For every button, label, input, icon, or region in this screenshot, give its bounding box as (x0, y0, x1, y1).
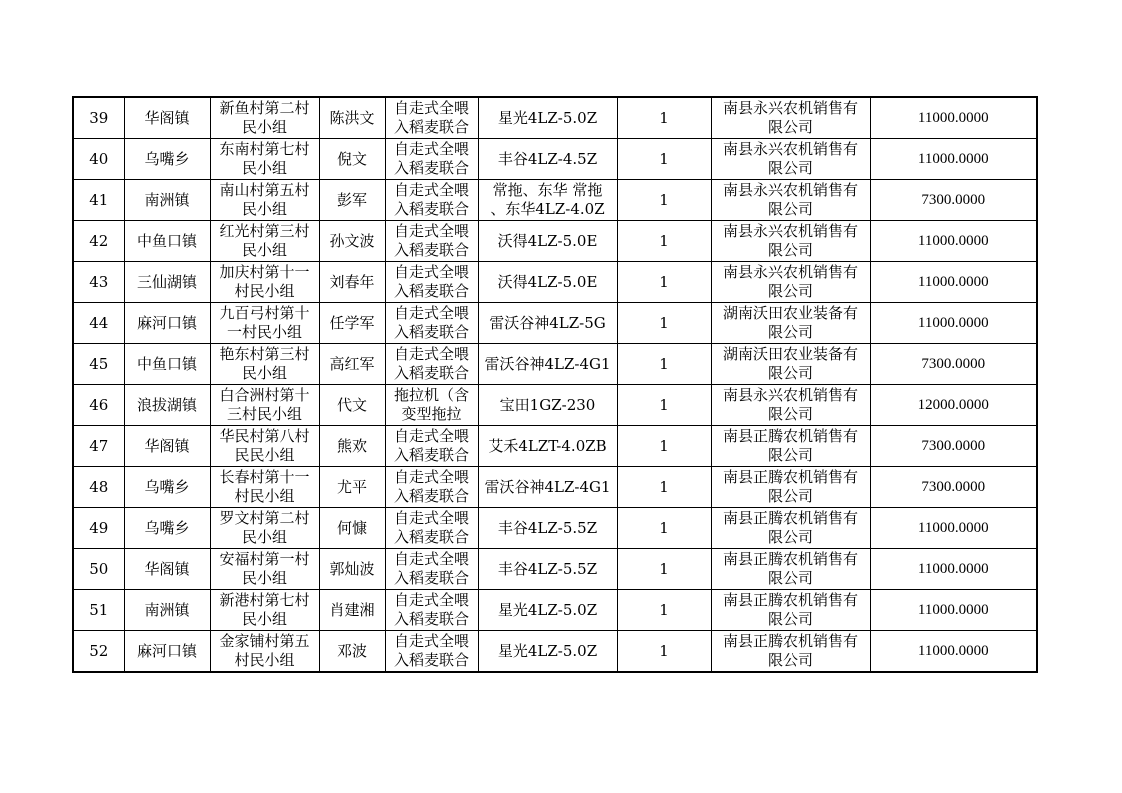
subsidy-amount-cell: 11000.0000 (870, 139, 1037, 180)
quantity-cell: 1 (617, 262, 711, 303)
row-number-cell: 50 (73, 549, 124, 590)
dealer-line: 限公司 (767, 528, 813, 546)
quantity-cell: 1 (617, 631, 711, 673)
machine-type-cell (385, 590, 478, 631)
town-cell: 乌嘴乡 (124, 139, 210, 180)
subsidy-amount-cell: 7300.0000 (870, 344, 1037, 385)
dealer-line: 湖南沃田农业装备有 (722, 345, 858, 363)
machine-model-cell (478, 180, 617, 221)
town-cell: 中鱼口镇 (124, 344, 210, 385)
machine-type-line: 自走式全喂 (393, 263, 469, 281)
subsidy-amount-cell: 11000.0000 (870, 508, 1037, 549)
machine-type-line: 入稻麦联合 (393, 487, 469, 505)
buyer-name-cell: 熊欢 (319, 426, 385, 467)
village-group-line: 东南村第七村 (219, 140, 310, 158)
quantity-cell: 1 (617, 549, 711, 590)
table-row (73, 97, 1037, 139)
town-cell: 南洲镇 (124, 180, 210, 221)
subsidy-amount-cell: 7300.0000 (870, 426, 1037, 467)
dealer-line: 南县正腾农机销售有 (722, 632, 858, 650)
village-group-line: 艳东村第三村 (219, 345, 310, 363)
village-group-line: 加庆村第十一 (219, 263, 310, 281)
village-group-cell (210, 426, 319, 467)
village-group-cell (210, 262, 319, 303)
table-row (73, 590, 1037, 631)
village-group-cell (210, 139, 319, 180)
machine-model-line: 雷沃谷神4LZ-4G1 (484, 477, 611, 496)
row-number-cell: 41 (73, 180, 124, 221)
row-number-cell: 49 (73, 508, 124, 549)
row-number-cell: 43 (73, 262, 124, 303)
row-number-cell: 44 (73, 303, 124, 344)
machine-type-line: 自走式全喂 (393, 591, 469, 609)
village-group-cell (210, 467, 319, 508)
machine-type-cell (385, 344, 478, 385)
subsidy-amount-cell: 11000.0000 (870, 590, 1037, 631)
village-group-cell (210, 508, 319, 549)
town-cell: 乌嘴乡 (124, 508, 210, 549)
machine-type-cell (385, 262, 478, 303)
row-number-cell: 51 (73, 590, 124, 631)
dealer-line: 限公司 (767, 200, 813, 218)
machine-type-line: 入稻麦联合 (393, 118, 469, 136)
village-group-line: 民民小组 (234, 446, 295, 464)
village-group-line: 村民小组 (234, 282, 295, 300)
village-group-cell (210, 590, 319, 631)
machine-model-line: 、东华4LZ-4.0Z (490, 200, 605, 218)
dealer-line: 限公司 (767, 569, 813, 587)
dealer-line: 南县正腾农机销售有 (722, 591, 858, 609)
subsidy-amount-cell: 11000.0000 (870, 97, 1037, 139)
machine-type-line: 入稻麦联合 (393, 446, 469, 464)
buyer-name-cell: 高红军 (319, 344, 385, 385)
table-row (73, 549, 1037, 590)
row-number-cell: 46 (73, 385, 124, 426)
village-group-line: 民小组 (241, 610, 287, 628)
town-cell: 三仙湖镇 (124, 262, 210, 303)
dealer-line: 南县永兴农机销售有 (722, 386, 858, 404)
village-group-line: 民小组 (241, 569, 287, 587)
quantity-cell: 1 (617, 180, 711, 221)
buyer-name-cell: 彭军 (319, 180, 385, 221)
row-number-cell: 45 (73, 344, 124, 385)
dealer-cell (711, 221, 870, 262)
buyer-name-cell: 代文 (319, 385, 385, 426)
dealer-line: 限公司 (767, 323, 813, 341)
quantity-cell: 1 (617, 385, 711, 426)
machine-type-cell (385, 467, 478, 508)
village-group-line: 一村民小组 (226, 323, 302, 341)
buyer-name-cell: 陈洪文 (319, 97, 385, 139)
buyer-name-cell: 何慷 (319, 508, 385, 549)
village-group-line: 村民小组 (234, 487, 295, 505)
dealer-cell (711, 549, 870, 590)
village-group-line: 新鱼村第二村 (219, 99, 310, 117)
village-group-cell (210, 180, 319, 221)
dealer-line: 南县正腾农机销售有 (722, 468, 858, 486)
village-group-line: 新港村第七村 (219, 591, 310, 609)
buyer-name-cell: 任学军 (319, 303, 385, 344)
town-cell: 麻河口镇 (124, 303, 210, 344)
village-group-line: 安福村第一村 (219, 550, 310, 568)
machine-type-line: 自走式全喂 (393, 304, 469, 322)
village-group-line: 村民小组 (234, 651, 295, 669)
machine-model-line: 星光4LZ-5.0Z (497, 108, 598, 127)
town-cell: 麻河口镇 (124, 631, 210, 673)
row-number-cell: 48 (73, 467, 124, 508)
quantity-cell: 1 (617, 508, 711, 549)
dealer-line: 限公司 (767, 405, 813, 423)
machine-type-line: 入稻麦联合 (393, 528, 469, 546)
machine-model-cell (478, 590, 617, 631)
village-group-cell (210, 221, 319, 262)
machine-type-line: 自走式全喂 (393, 550, 469, 568)
buyer-name-cell: 郭灿波 (319, 549, 385, 590)
machine-type-cell (385, 139, 478, 180)
dealer-cell (711, 467, 870, 508)
dealer-line: 限公司 (767, 364, 813, 382)
machine-model-line: 常拖、东华 常拖 (492, 181, 603, 199)
dealer-line: 限公司 (767, 282, 813, 300)
dealer-cell (711, 139, 870, 180)
quantity-cell: 1 (617, 344, 711, 385)
town-cell: 乌嘴乡 (124, 467, 210, 508)
machine-model-line: 艾禾4LZT-4.0ZB (488, 436, 607, 455)
machine-type-line: 入稻麦联合 (393, 200, 469, 218)
village-group-line: 金家铺村第五 (219, 632, 310, 650)
machine-type-line: 自走式全喂 (393, 468, 469, 486)
town-cell: 南洲镇 (124, 590, 210, 631)
village-group-line: 民小组 (241, 200, 287, 218)
machine-model-cell (478, 139, 617, 180)
machine-model-cell (478, 385, 617, 426)
quantity-cell: 1 (617, 221, 711, 262)
village-group-line: 南山村第五村 (219, 181, 310, 199)
subsidy-amount-cell: 11000.0000 (870, 303, 1037, 344)
machine-type-line: 自走式全喂 (393, 99, 469, 117)
table-row (73, 467, 1037, 508)
machine-type-line: 入稻麦联合 (393, 241, 469, 259)
machine-type-cell (385, 97, 478, 139)
village-group-line: 民小组 (241, 241, 287, 259)
dealer-line: 南县永兴农机销售有 (722, 99, 858, 117)
machine-model-line: 丰谷4LZ-5.5Z (497, 559, 598, 578)
subsidy-amount-cell: 11000.0000 (870, 549, 1037, 590)
village-group-cell (210, 631, 319, 673)
machine-model-line: 宝田1GZ-230 (499, 395, 596, 414)
row-number-cell: 40 (73, 139, 124, 180)
machine-model-cell (478, 221, 617, 262)
machine-type-cell (385, 385, 478, 426)
dealer-cell (711, 508, 870, 549)
machine-type-line: 入稻麦联合 (393, 569, 469, 587)
dealer-line: 限公司 (767, 651, 813, 669)
dealer-line: 南县永兴农机销售有 (722, 181, 858, 199)
dealer-cell (711, 303, 870, 344)
dealer-line: 南县永兴农机销售有 (722, 140, 858, 158)
machine-model-cell (478, 97, 617, 139)
machine-model-line: 沃得4LZ-5.0E (497, 272, 598, 291)
village-group-cell (210, 344, 319, 385)
dealer-line: 限公司 (767, 487, 813, 505)
dealer-line: 南县永兴农机销售有 (722, 263, 858, 281)
village-group-line: 华民村第八村 (219, 427, 310, 445)
dealer-cell (711, 385, 870, 426)
village-group-line: 民小组 (241, 118, 287, 136)
machine-type-line: 自走式全喂 (393, 222, 469, 240)
village-group-line: 民小组 (241, 159, 287, 177)
dealer-cell (711, 344, 870, 385)
machine-model-cell (478, 467, 617, 508)
machine-type-line: 拖拉机（含 (393, 386, 469, 404)
dealer-line: 限公司 (767, 118, 813, 136)
table-row (73, 426, 1037, 467)
machine-type-cell (385, 549, 478, 590)
machine-type-line: 自走式全喂 (393, 427, 469, 445)
subsidy-amount-cell: 7300.0000 (870, 467, 1037, 508)
village-group-cell (210, 303, 319, 344)
buyer-name-cell: 邓波 (319, 631, 385, 673)
quantity-cell: 1 (617, 139, 711, 180)
buyer-name-cell: 倪文 (319, 139, 385, 180)
machine-type-line: 入稻麦联合 (393, 282, 469, 300)
town-cell: 华阁镇 (124, 426, 210, 467)
subsidy-amount-cell: 7300.0000 (870, 180, 1037, 221)
dealer-line: 限公司 (767, 446, 813, 464)
buyer-name-cell: 孙文波 (319, 221, 385, 262)
dealer-cell (711, 180, 870, 221)
machine-type-line: 入稻麦联合 (393, 159, 469, 177)
dealer-cell (711, 97, 870, 139)
dealer-line: 限公司 (767, 241, 813, 259)
village-group-line: 白合洲村第十 (219, 386, 310, 404)
machine-type-line: 自走式全喂 (393, 181, 469, 199)
dealer-line: 南县正腾农机销售有 (722, 550, 858, 568)
row-number-cell: 42 (73, 221, 124, 262)
row-number-cell: 39 (73, 97, 124, 139)
dealer-line: 限公司 (767, 159, 813, 177)
machine-type-cell (385, 631, 478, 673)
machine-model-cell (478, 508, 617, 549)
buyer-name-cell: 肖建湘 (319, 590, 385, 631)
table-row (73, 262, 1037, 303)
buyer-name-cell: 刘春年 (319, 262, 385, 303)
town-cell: 华阁镇 (124, 549, 210, 590)
quantity-cell: 1 (617, 97, 711, 139)
machine-model-cell (478, 631, 617, 673)
table-row (73, 385, 1037, 426)
machine-model-cell (478, 549, 617, 590)
subsidy-table (72, 96, 1038, 673)
dealer-cell (711, 426, 870, 467)
machine-type-line: 自走式全喂 (393, 140, 469, 158)
village-group-cell (210, 385, 319, 426)
quantity-cell: 1 (617, 467, 711, 508)
subsidy-amount-cell: 12000.0000 (870, 385, 1037, 426)
table-row (73, 344, 1037, 385)
machine-type-line: 入稻麦联合 (393, 364, 469, 382)
machine-type-cell (385, 221, 478, 262)
dealer-cell (711, 262, 870, 303)
machine-model-line: 丰谷4LZ-5.5Z (497, 518, 598, 537)
dealer-cell (711, 631, 870, 673)
table-row (73, 508, 1037, 549)
machine-model-line: 星光4LZ-5.0Z (497, 641, 598, 660)
machine-type-line: 变型拖拉 (401, 405, 462, 423)
village-group-line: 九百弓村第十 (219, 304, 310, 322)
machine-model-cell (478, 426, 617, 467)
machine-model-cell (478, 262, 617, 303)
quantity-cell: 1 (617, 590, 711, 631)
machine-type-line: 自走式全喂 (393, 632, 469, 650)
subsidy-amount-cell: 11000.0000 (870, 262, 1037, 303)
machine-model-line: 丰谷4LZ-4.5Z (497, 149, 598, 168)
dealer-line: 南县正腾农机销售有 (722, 509, 858, 527)
village-group-cell (210, 97, 319, 139)
row-number-cell: 47 (73, 426, 124, 467)
table-body (73, 97, 1037, 672)
dealer-cell (711, 590, 870, 631)
row-number-cell: 52 (73, 631, 124, 673)
dealer-line: 限公司 (767, 610, 813, 628)
village-group-line: 长春村第十一 (219, 468, 310, 486)
machine-model-line: 雷沃谷神4LZ-5G (489, 313, 606, 332)
table-row (73, 221, 1037, 262)
table-row (73, 303, 1037, 344)
table-row (73, 139, 1037, 180)
quantity-cell: 1 (617, 303, 711, 344)
machine-model-line: 星光4LZ-5.0Z (497, 600, 598, 619)
machine-model-cell (478, 303, 617, 344)
machine-type-line: 入稻麦联合 (393, 610, 469, 628)
dealer-line: 湖南沃田农业装备有 (722, 304, 858, 322)
table-row (73, 180, 1037, 221)
machine-model-line: 雷沃谷神4LZ-4G1 (484, 354, 611, 373)
dealer-line: 南县永兴农机销售有 (722, 222, 858, 240)
subsidy-amount-cell: 11000.0000 (870, 221, 1037, 262)
buyer-name-cell: 尤平 (319, 467, 385, 508)
town-cell: 中鱼口镇 (124, 221, 210, 262)
machine-type-line: 入稻麦联合 (393, 323, 469, 341)
village-group-line: 红光村第三村 (219, 222, 310, 240)
village-group-line: 民小组 (241, 364, 287, 382)
machine-type-line: 自走式全喂 (393, 345, 469, 363)
village-group-cell (210, 549, 319, 590)
machine-type-cell (385, 303, 478, 344)
machine-model-cell (478, 344, 617, 385)
quantity-cell: 1 (617, 426, 711, 467)
machine-type-cell (385, 426, 478, 467)
machine-type-cell (385, 508, 478, 549)
town-cell: 浪拔湖镇 (124, 385, 210, 426)
table-row (73, 631, 1037, 673)
machine-type-cell (385, 180, 478, 221)
village-group-line: 三村民小组 (226, 405, 302, 423)
dealer-line: 南县正腾农机销售有 (722, 427, 858, 445)
subsidy-amount-cell: 11000.0000 (870, 631, 1037, 673)
machine-model-line: 沃得4LZ-5.0E (497, 231, 598, 250)
village-group-line: 罗文村第二村 (219, 509, 310, 527)
village-group-line: 民小组 (241, 528, 287, 546)
machine-type-line: 入稻麦联合 (393, 651, 469, 669)
town-cell: 华阁镇 (124, 97, 210, 139)
machine-type-line: 自走式全喂 (393, 509, 469, 527)
